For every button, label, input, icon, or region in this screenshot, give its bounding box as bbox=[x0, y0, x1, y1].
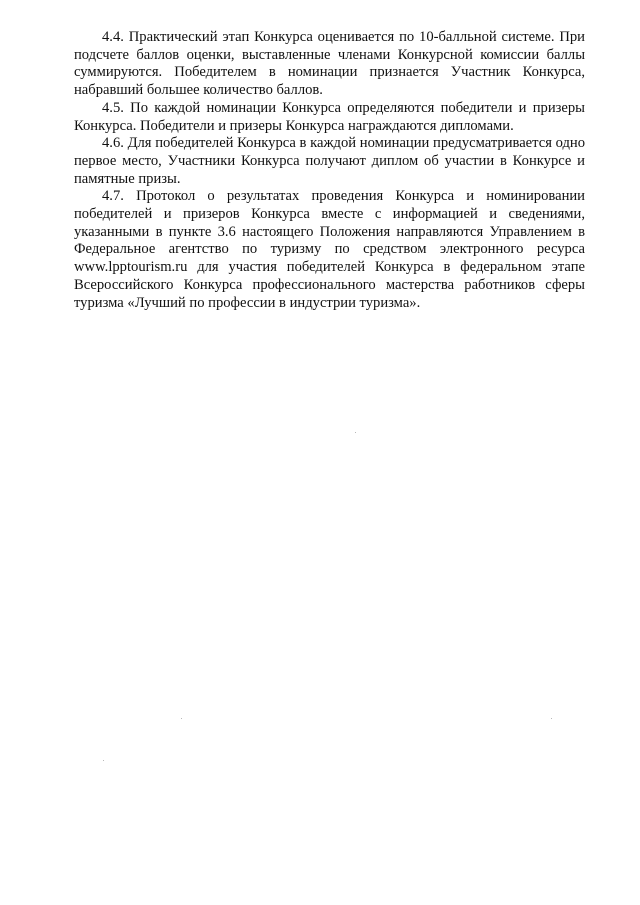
paragraph-4-7: 4.7. Протокол о результатах проведения Конкурса и номинировании победителей и призеров Конкурса вместе с информацией и сведениями, указанными в пункте 3.6 настоящего Положения направляются Управлением в Федеральное агентство по туризму по средством электронного ресурса www.lpptourism.ru для участия победителей Конкурса в федеральном этапе Всероссийского Конкурса профессионального мастерства работников сферы туризма «Лучший по профессии в индустрии туризма». bbox=[74, 188, 585, 311]
scan-speck bbox=[181, 718, 182, 719]
paragraph-4-6: 4.6. Для победителей Конкурса в каждой номинации предусматривается одно первое место, Участники Конкурса получают диплом об участии в Конкурсе и памятные призы. bbox=[74, 135, 585, 187]
paragraph-4-4: 4.4. Практический этап Конкурса оценивается по 10-балльной системе. При подсчете баллов оценки, выставленные членами Конкурсной комиссии баллы суммируются. Победителем в номинации признается Участник Конкурса, набравший большее количество баллов. bbox=[74, 29, 585, 99]
scan-speck bbox=[355, 432, 356, 433]
paragraph-4-5: 4.5. По каждой номинации Конкурса определяются победители и призеры Конкурса. Победители и призеры Конкурса награждаются дипломами. bbox=[74, 99, 585, 134]
document-body bbox=[74, 29, 585, 312]
scan-speck bbox=[103, 760, 104, 761]
scan-speck bbox=[551, 718, 552, 719]
